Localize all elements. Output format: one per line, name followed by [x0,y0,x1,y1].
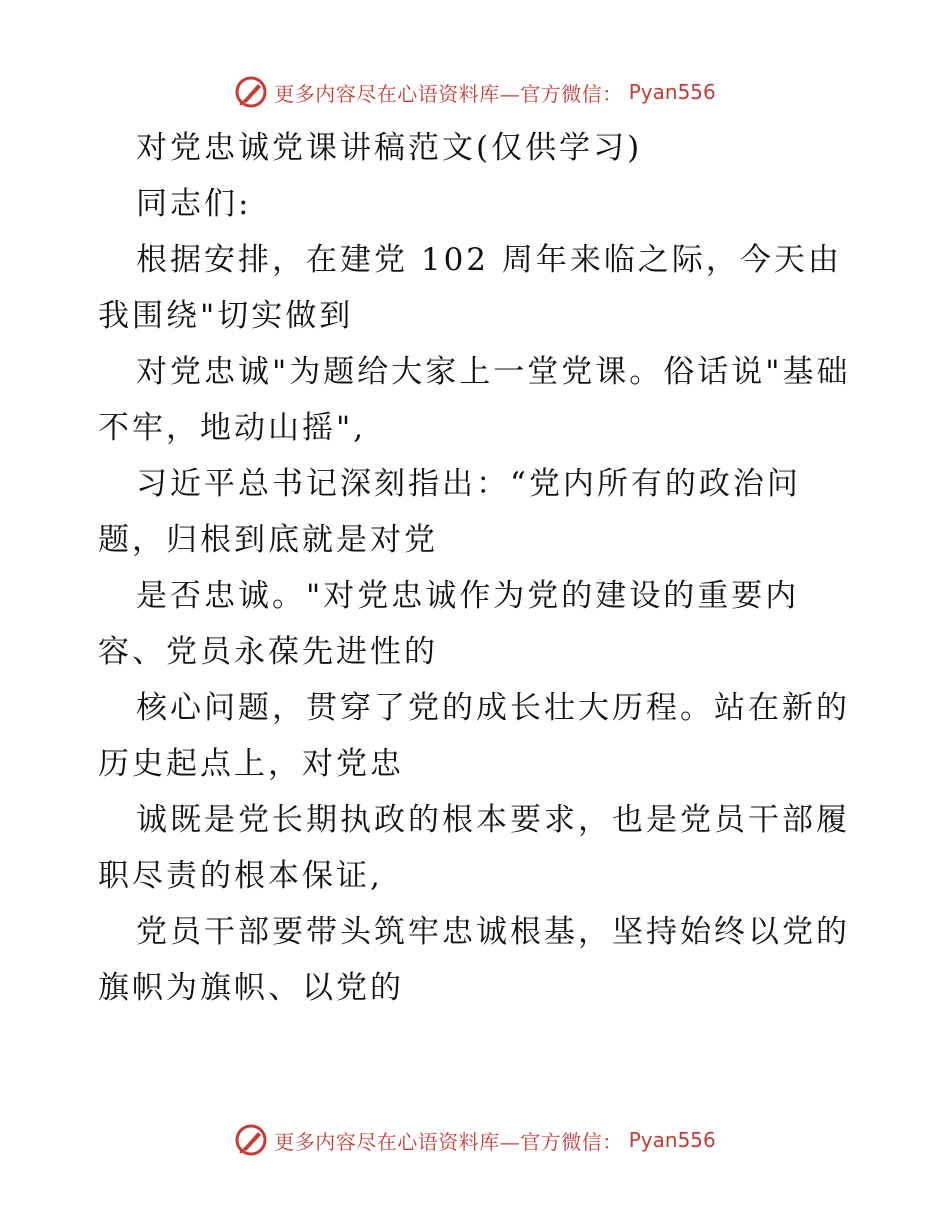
document-body [98,120,858,1016]
text-line: 对党忠诚"为题给大家上一堂党课。俗话说"基础 [136,354,851,390]
text-line: 根据安排，在建党 102 周年来临之际，今天由 [136,242,842,278]
text-line: 党员干部要带头筑牢忠诚根基，坚持始终以党的 [136,914,850,950]
text-line: 职尽责的根本保证, [98,858,383,894]
header-watermark [0,72,950,112]
footer-watermark [0,1120,950,1160]
quill-logo-icon [234,1123,268,1157]
text-line: 核心问题，贯穿了党的成长壮大历程。站在新的 [136,690,850,726]
text-line: 不牢，地动山摇", [98,410,367,446]
text-line: 我围绕"切实做到 [98,298,354,334]
watermark-text: 更多内容尽在心语资料库—官方微信： [274,1129,623,1154]
text-line: 习近平总书记深刻指出：“党内所有的政治问 [136,466,801,502]
text-line: 诚既是党长期执政的根本要求，也是党员干部履 [136,802,850,838]
text-line: 题，归根到底就是对党 [98,522,438,558]
watermark-wechat-id: Pyan556 [628,80,716,104]
document-title: 对党忠诚党课讲稿范文(仅供学习) [136,130,643,166]
text-line: 容、党员永葆先进性的 [98,634,438,670]
text-line: 历史起点上，对党忠 [98,746,404,782]
watermark-text: 更多内容尽在心语资料库—官方微信： [274,81,623,106]
text-line: 是否忠诚。"对党忠诚作为党的建设的重要内 [136,578,800,614]
text-line: 旗帜为旗帜、以党的 [98,970,404,1006]
quill-logo-icon [234,75,268,109]
salutation: 同志们: [136,186,252,222]
watermark-wechat-id: Pyan556 [628,1128,716,1152]
